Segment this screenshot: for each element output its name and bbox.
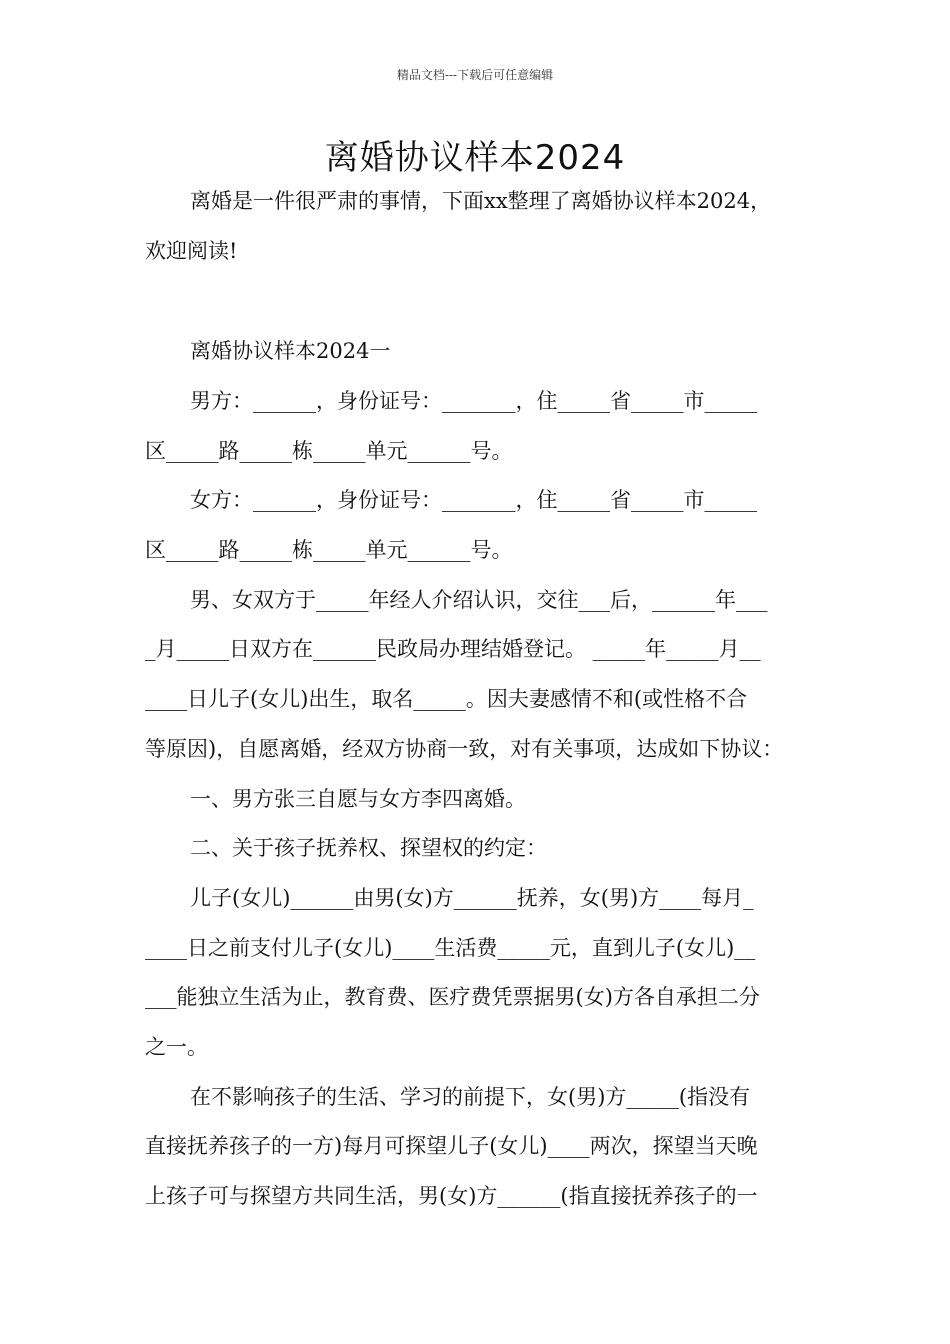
document-title: 离婚协议样本2024 [324,138,626,178]
custody-paragraph-line-1: 儿子(女儿)______由男(女)方______抚养，女(男)方____每月_ [190,886,754,910]
marriage-paragraph-line-1: 男、女双方于_____年经人介绍认识，交往___后，______年___ [190,588,768,612]
custody-paragraph-line-4: 之一。 [145,1035,208,1059]
male-party-line-1: 男方：______，身份证号：_______，住_____省_____市_____ [190,389,757,413]
custody-paragraph-line-3: ___能独立生活为止，教育费、医疗费凭票据男(女)方各自承担二分 [145,985,760,1009]
header-note: 精品文档---下载后可任意编辑 [396,68,554,82]
marriage-paragraph-line-2: _月_____日双方在______民政局办理结婚登记。 _____年_____月__ [145,637,761,661]
visitation-paragraph-line-1: 在不影响孩子的生活、学习的前提下，女(男)方_____(指没有 [190,1085,751,1109]
female-party-line-2: 区_____路_____栋_____单元______号。 [145,538,513,562]
marriage-paragraph-line-3: ____日儿子(女儿)出生，取名_____。因夫妻感情不和(或性格不合 [145,687,748,711]
female-party-line-1: 女方：______，身份证号：_______，住_____省_____市_____ [190,488,757,512]
clause-one: 一、男方张三自愿与女方李四离婚。 [190,787,526,811]
male-party-line-2: 区_____路_____栋_____单元______号。 [145,439,513,463]
intro-line-2: 欢迎阅读! [145,239,238,263]
visitation-paragraph-line-3: 上孩子可与探望方共同生活，男(女)方______(指直接抚养孩子的一 [145,1184,758,1208]
visitation-paragraph-line-2: 直接抚养孩子的一方)每月可探望儿子(女儿)____两次，探望当天晚 [145,1134,758,1158]
clause-two-heading: 二、关于孩子抚养权、探望权的约定： [190,836,547,860]
intro-line-1: 离婚是一件很严肃的事情，下面xx整理了离婚协议样本2024， [190,189,772,213]
section-heading: 离婚协议样本2024一 [190,339,391,363]
marriage-paragraph-line-4: 等原因)，自愿离婚，经双方协商一致，对有关事项，达成如下协议： [145,737,784,761]
custody-paragraph-line-2: ____日之前支付儿子(女儿)____生活费_____元，直到儿子(女儿)__ [145,936,756,960]
